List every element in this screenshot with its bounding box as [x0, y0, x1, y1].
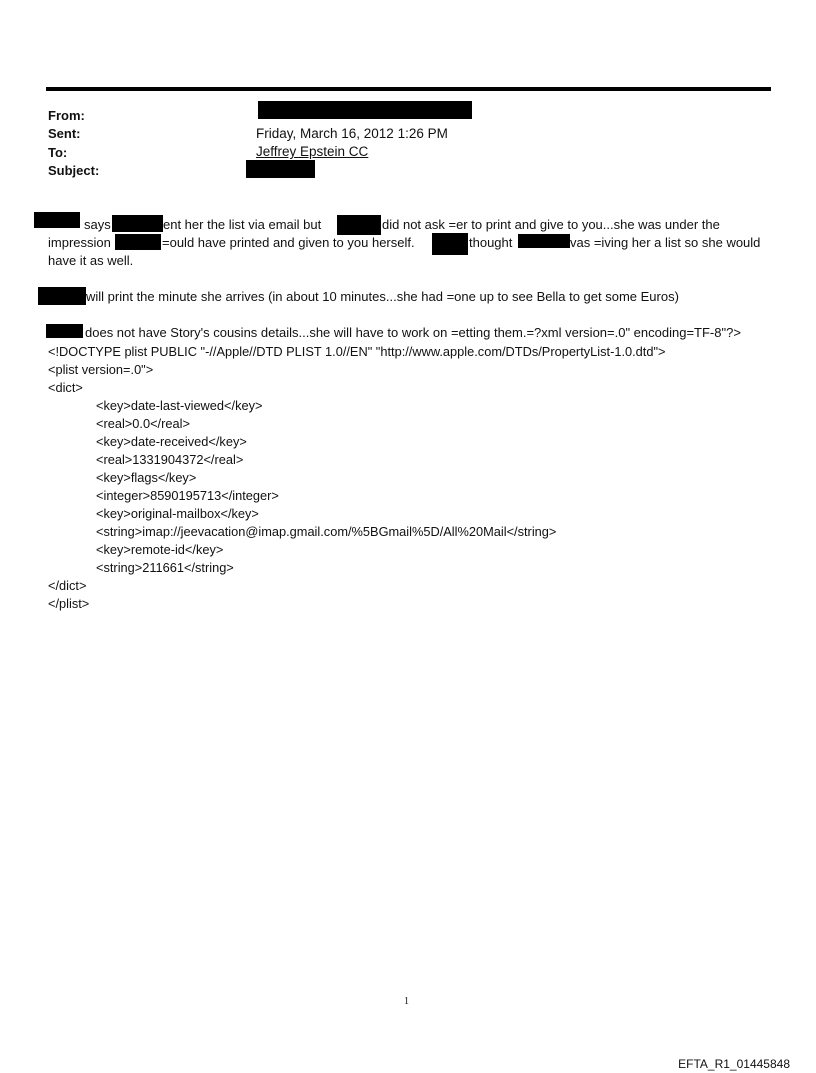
body-text: did not ask =er to print and give to you...she was under the	[382, 217, 720, 232]
from-redaction	[258, 101, 472, 119]
body-text: have it as well.	[48, 253, 134, 268]
body-text: impression	[48, 235, 111, 250]
body-text: does not have Story's cousins details...she will have to work on =etting them.=?xml version=.0" encoding=TF-8"?>	[85, 325, 741, 340]
redaction	[432, 233, 468, 255]
redaction	[518, 234, 570, 248]
body-text: says	[84, 217, 111, 232]
redaction	[46, 324, 83, 338]
to-label: To:	[48, 145, 68, 160]
redaction	[112, 215, 163, 232]
body-text: will print the minute she arrives (in about 10 minutes...she had =one up to see Bella to get some Euros)	[86, 289, 679, 304]
body-text: ent her the list via email but	[163, 217, 322, 232]
page-number: 1	[404, 996, 409, 1007]
body-text: thought	[469, 235, 513, 250]
redaction	[34, 212, 80, 228]
redaction	[115, 234, 161, 250]
to-value: Jeffrey Epstein CC	[256, 144, 369, 159]
document-id: EFTA_R1_01445848	[678, 1057, 790, 1071]
redaction	[337, 215, 381, 235]
sent-label: Sent:	[48, 126, 81, 141]
from-label: From:	[48, 108, 85, 123]
sent-value: Friday, March 16, 2012 1:26 PM	[256, 126, 448, 141]
subject-label: Subject:	[48, 163, 100, 178]
body-text: vas =iving her a list so she would	[570, 235, 761, 250]
redaction	[38, 287, 86, 305]
subject-redaction	[246, 160, 315, 178]
plist-xml: <!DOCTYPE plist PUBLIC "-//Apple//DTD PLIST 1.0//EN" "http://www.apple.com/DTDs/PropertyList-1.0.dtd"> <plist version=.0"> <dict> <key>date-last-viewed</key> <real>0.0</real> <key>date-received</key> <real>1331904372</real> <key>flags</key> <integer>8590195713</integer> <key>original-mailbox</key> <string>imap://jeevacation@imap.gmail.com/%5BGmail%5D/All%20Mail</string> <key>remote-id</key> <string>211661</string> </dict> </plist>	[48, 344, 666, 611]
body-text: =ould have printed and given to you herself.	[162, 235, 415, 250]
header-rule	[46, 87, 771, 91]
